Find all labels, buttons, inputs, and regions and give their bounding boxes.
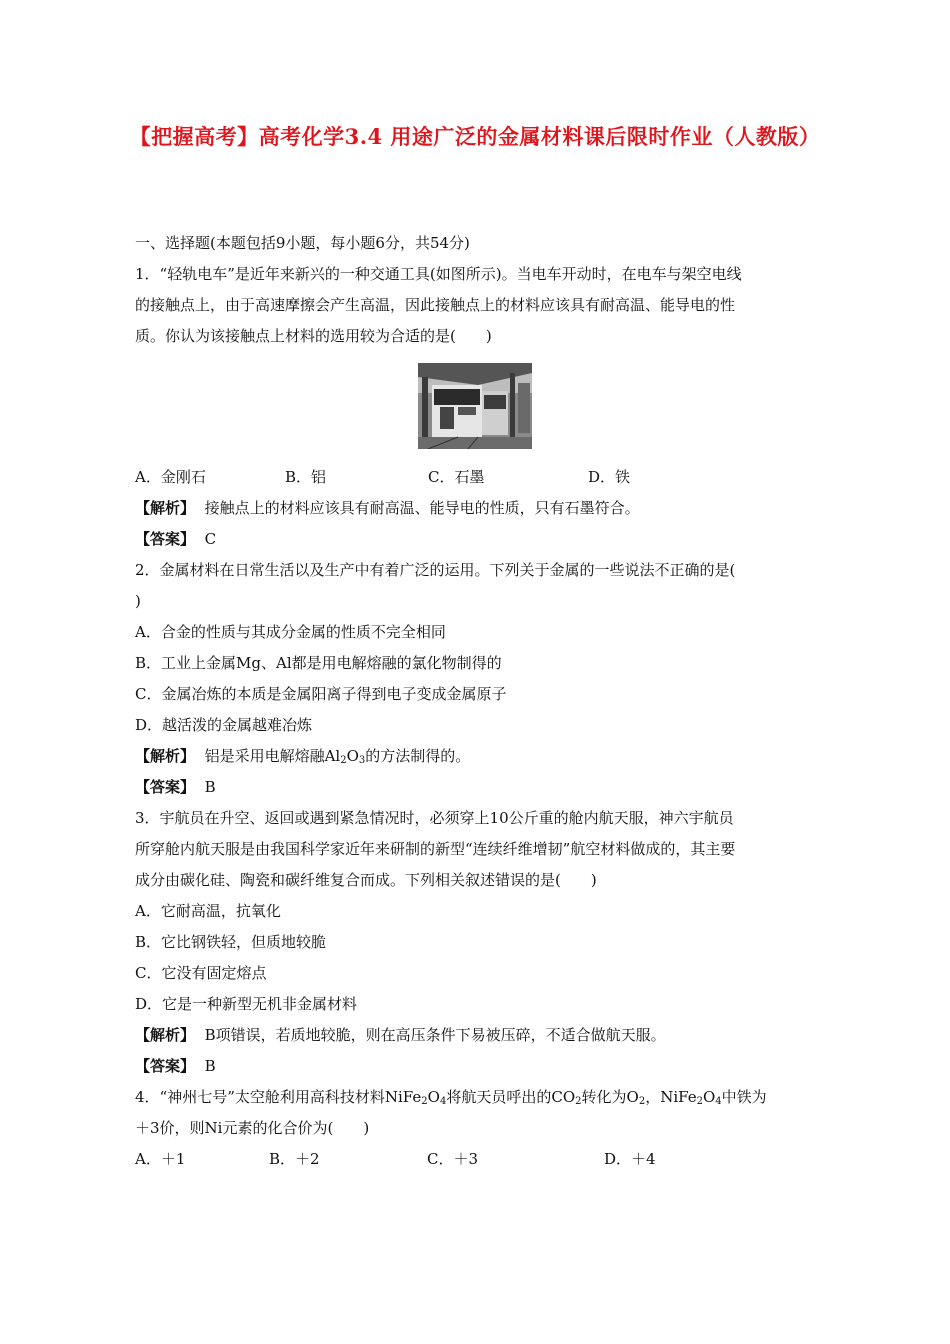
q1-answer xyxy=(135,524,815,555)
q1-option-a: A．金刚石 xyxy=(135,468,206,486)
q2-option-a: A．合金的性质与其成分金属的性质不完全相同 xyxy=(135,623,446,641)
q1-options xyxy=(135,462,815,493)
q3-answer xyxy=(135,1051,815,1082)
q4-option-c: C．＋3 xyxy=(427,1150,479,1168)
q1-line-3: 质。你认为该接触点上材料的选用较为合适的是( ) xyxy=(135,327,492,345)
q2-option-d: D．越活泼的金属越难冶炼 xyxy=(135,716,313,734)
q3-option-c: C．它没有固定熔点 xyxy=(135,964,267,982)
q3-answer-text: B xyxy=(204,1057,216,1075)
q2-line-1: 2．金属材料在日常生活以及生产中有着广泛的运用。下列关于金属的一些说法不正确的是( xyxy=(135,561,736,579)
tram-photo xyxy=(135,356,815,456)
q4-option-a: A．＋1 xyxy=(135,1150,186,1168)
q4-line-2: ＋3价，则Ni元素的化合价为( ) xyxy=(135,1119,370,1137)
q2-line-2: ) xyxy=(135,592,141,610)
answer-label: 【答案】 xyxy=(135,530,196,548)
answer-label: 【答案】 xyxy=(135,1057,196,1075)
q3-option-a: A．它耐高温，抗氧化 xyxy=(135,902,281,920)
q1-answer-text: C xyxy=(204,530,217,548)
q3-line-3: 成分由碳化硅、陶瓷和碳纤维复合而成。下列相关叙述错误的是( ) xyxy=(135,871,597,889)
q2-answer xyxy=(135,772,815,803)
q2-analysis: 【解析】 铝是采用电解熔融$Al_2O_3$的方法制得的。 xyxy=(135,747,471,766)
q1-option-b: B．铝 xyxy=(285,468,327,486)
q3-line-1: 3．宇航员在升空、返回或遇到紧急情况时，必须穿上10公斤重的舱内航天服，神六宇航员 xyxy=(135,809,734,827)
answer-label: 【答案】 xyxy=(135,778,196,796)
section-heading: 一、选择题(本题包括9小题，每小题6分，共54分) xyxy=(135,234,470,252)
q4-line-1: 4．“神州七号”太空舱利用高科技材料$NiFe_2O_4$将航天员呼出的$CO_2$转化为$O_2$，$NiFe_2O_4$中铁为 xyxy=(135,1088,767,1107)
analysis-label: 【解析】 xyxy=(135,499,196,517)
q4-option-d: D．＋4 xyxy=(604,1150,656,1168)
q1-analysis-text: 接触点上的材料应该具有耐高温、能导电的性质，只有石墨符合。 xyxy=(204,499,640,517)
q1-line-1: 1．“轻轨电车”是近年来新兴的一种交通工具(如图所示)。当电车开动时，在电车与架空电线 xyxy=(135,265,742,283)
tram-photo-image xyxy=(418,363,532,449)
q3-option-d: D．它是一种新型无机非金属材料 xyxy=(135,995,358,1013)
q1-line-2: 的接触点上，由于高速摩擦会产生高温，因此接触点上的材料应该具有耐高温、能导电的性 xyxy=(135,296,736,314)
q1-option-d: D．铁 xyxy=(588,468,631,486)
q2-option-b: B．工业上金属Mg、Al都是用电解熔融的氯化物制得的 xyxy=(135,654,502,672)
q3-analysis xyxy=(135,1020,815,1051)
q4-option-b: B．＋2 xyxy=(269,1150,320,1168)
q1-analysis xyxy=(135,493,815,524)
q2-answer-text: B xyxy=(204,778,216,796)
q1-option-c: C．石墨 xyxy=(428,468,485,486)
analysis-label: 【解析】 xyxy=(135,747,196,765)
q4-options xyxy=(135,1144,815,1175)
document-body xyxy=(135,228,815,1175)
analysis-label: 【解析】 xyxy=(135,1026,196,1044)
q2-option-c: C．金属冶炼的本质是金属阳离子得到电子变成金属原子 xyxy=(135,685,507,703)
q3-line-2: 所穿舱内航天服是由我国科学家近年来研制的新型“连续纤维增韧”航空材料做成的，其主要 xyxy=(135,840,736,858)
q3-option-b: B．它比钢铁轻，但质地较脆 xyxy=(135,933,327,951)
q3-analysis-text: B项错误，若质地较脆，则在高压条件下易被压碎，不适合做航天服。 xyxy=(204,1026,666,1044)
document-title: 【把握高考】高考化学3.4 用途广泛的金属材料课后限时作业（人教版） xyxy=(129,124,821,149)
